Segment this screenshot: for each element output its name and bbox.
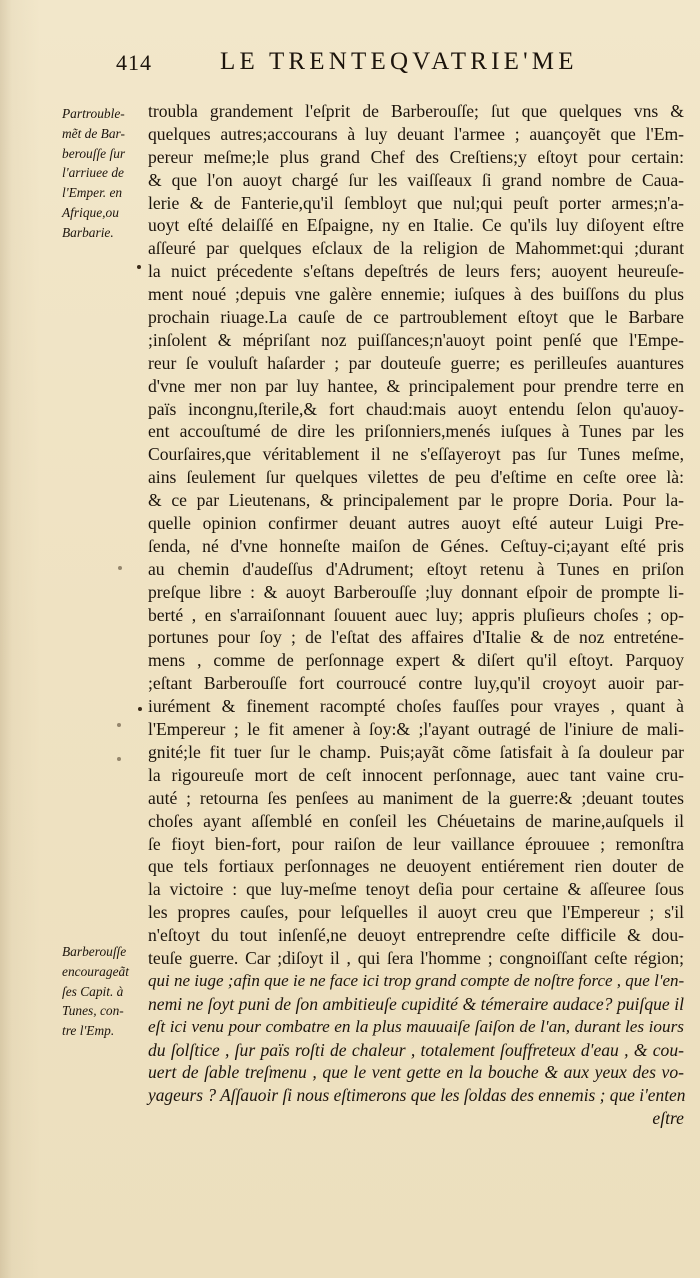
text-line: mens , comme de perſonnage expert & diſert qu'il eſtoyt. Parquoy [148, 650, 684, 671]
margin-note-line: Barberouſſe [62, 944, 127, 959]
text-line: nemi ne ſoyt puni de ſon ambitieuſe cupidité & témeraire audace? puiſque il [148, 993, 684, 1014]
text-line: pereur meſme;le plus grand Chef des Creſtiens;y eſtoyt pour certain: [148, 146, 684, 167]
margin-note-2 [62, 942, 144, 1041]
text-line: les propres cauſes, pour leſquelles il auoyt creu que l'Empereur ; s'il [148, 902, 684, 923]
text-line: auté ; retourna ſes penſees au maniment de la guerre:& ;deuant toutes [148, 787, 684, 808]
margin-note-line: l'Emper. en [62, 185, 123, 201]
margin-note-line: Partrouble- [62, 106, 125, 121]
text-line: qui ne iuge ;afin que ie ne face ici trop grand compte de noſtre force , que l'en- [148, 970, 685, 990]
margin-note-line: encourageãt [62, 963, 129, 979]
text-line: yageurs ? Aſſauoir ſi nous eſtimerons que les ſoldas des ennemis ; que i'enten [148, 1085, 686, 1106]
text-line: païs incongnu,ſterile,& fort chaud:mais auoyt entendu ſelon qu'auoy- [148, 398, 684, 419]
page-header [0, 48, 700, 88]
text-line: ſe fioyt bien-fort, pour raiſon de leur vaillance éprouuee ; remonſtra [148, 833, 684, 854]
margin-note-line: tre l'Emp. [62, 1023, 115, 1039]
text-line: au chemin d'audeſſus d'Adrument; eſtoyt retenu à Tunes en priſon [148, 558, 684, 579]
marginal-dot-mark [117, 723, 121, 727]
margin-note-line: Barbarie. [62, 224, 114, 240]
text-line: eſt ici venu pour combatre en la plus mauuaiſe ſaiſon de l'an, durant les iours [148, 1016, 684, 1036]
text-line: ment noué ;depuis vne galère ennemie; iuſques à des buiſſons du plus [148, 284, 684, 305]
text-line: la nuict précedente s'eſtans depeſtrés de leurs fers; auoyent heureuſe- [148, 261, 684, 282]
marginal-dot-mark [117, 757, 121, 761]
text-line: l'Empereur ; le fit amener à ſoy:& ;l'ayant outragé de l'iniure de mali- [148, 719, 684, 740]
page-number: 414 [116, 50, 152, 75]
text-line: uert de ſable treſmenu , que le vent gette en la bouche & aux yeux des vo- [148, 1062, 684, 1083]
marginal-dot-mark [137, 265, 141, 269]
text-line: ains ſeulement ſur quelques vilettes de peu d'eſtime en ceſte oree là: [148, 467, 684, 488]
text-line: berté , en s'arraiſonnant ſouuent auec luy; appris pluſieurs choſes ; op- [148, 604, 684, 625]
running-title: LE TRENTEQVATRIE'ME [220, 48, 578, 75]
text-line: eſtre [652, 1108, 684, 1129]
margin-note-line: l'arriuee de [62, 165, 124, 181]
text-line: n'eſtoyt du tout inſenſé,ne deuoyt entreprendre ceſte difficile & dou- [148, 925, 684, 946]
text-line: aſſeuré par quelques eſclaux de la religion de Mahommet:qui ;durant [148, 238, 684, 259]
marginal-dot-mark [138, 707, 142, 711]
margin-note-line: berouſſe ſur [62, 145, 126, 161]
text-line: la victoire : que luy-meſme tenoyt deſia pour certaine & aſſeuree ſous [148, 879, 684, 900]
text-line: la rigoureuſe mort de ceſt innocent perſonnage, auec tant vaine cru- [148, 764, 684, 785]
text-line: teuſe guerre. Car ;diſoyt il , qui ſera l'homme ; congnoiſſant ceſte région; [148, 947, 684, 968]
text-line: que tels fortiaux perſonnages ne deuoyent entiérement rien douter de [148, 856, 684, 877]
text-line: preſque libre : & auoyt Barberouſſe ;luy donnant eſpoir de prompte li- [148, 581, 684, 602]
text-line: quelques autres;accourans à luy deuant l'armee ; auançoyẽt que l'Em- [148, 123, 684, 144]
text-line: lerie & de Fanterie,qu'il ſembloyt que nul;qui peuſt porter armes;n'a- [148, 192, 684, 213]
text-line: reur ſe vouluſt haſarder ; par douteuſe guerre; es perilleuſes auantures [148, 352, 684, 373]
text-line: prochain riuage.La cauſe de ce partroublement eſtoyt que le Barbare [148, 307, 684, 328]
text-line: ;inſolent & mépriſant noz puiſſances;n'auoyt point penſé que l'Empe- [148, 329, 684, 350]
text-line: iurément & finement racompté choſes fauſſes pour vrayes , quant à [148, 696, 684, 717]
text-line: & ce par Lieutenans, & principalement par le propre Doria. Pour la- [148, 490, 684, 511]
text-line: d'vne mer non par luy hantee, & principalement pour prendre terre en [148, 375, 684, 396]
margin-note-line: Tunes, con- [62, 1003, 124, 1019]
margin-note-line: Afrique,ou [62, 204, 119, 220]
text-line: ſenda, né d'vne honneſte maiſon de Génes. Ceſtuy-ci;ayant eſté pris [148, 535, 684, 556]
text-line: uoyt eſté delaiſſé en Eſpaigne, ny en Italie. Ce qu'ils luy diſoyent eſtre [148, 215, 684, 236]
text-line: choſes ayant aſſemblé en conſeil les Chéuetains de marine,auſquels il [148, 810, 684, 831]
margin-note-line: mẽt de Bar- [62, 125, 125, 141]
text-line: troubla grandement l'eſprit de Barberouſſe; ſut que quelques vns & [148, 101, 684, 121]
text-line: Courſaires,que véritablement il ne s'eſſayeroyt pas ſur Tunes meſme, [148, 444, 684, 465]
marginal-dot-mark [118, 566, 122, 570]
text-line: gnité;le fit tuer ſur le champ. Puis;ayãt cõme ſatisfait à ſa douleur par [148, 741, 684, 762]
text-line: quelle opinion confirmer deuant autres auoyt eſté auteur Luigi Pre- [148, 513, 684, 534]
text-line: portunes pour ſoy ; de l'eſtat des affaires d'Italie & de noz entreténe- [148, 627, 684, 648]
margin-note-line: ſes Capit. à [62, 983, 124, 999]
text-line: & que l'on auoyt chargé ſur les vaiſſeaux ſi grand nombre de Caua- [148, 169, 684, 190]
text-line: du ſolſtice , ſur païs roſti de chaleur , totalement ſouffreteux d'eau , & cou- [148, 1039, 684, 1060]
margin-note-1 [62, 104, 144, 243]
text-line: ;eſtant Barberouſſe fort courroucé contre luy,qu'il croyoyt auoir par- [148, 673, 684, 694]
text-line: ent accouſtumé de dire les priſonniers,menés iuſques à Tunes par les [148, 421, 684, 442]
body-text [148, 100, 684, 1130]
